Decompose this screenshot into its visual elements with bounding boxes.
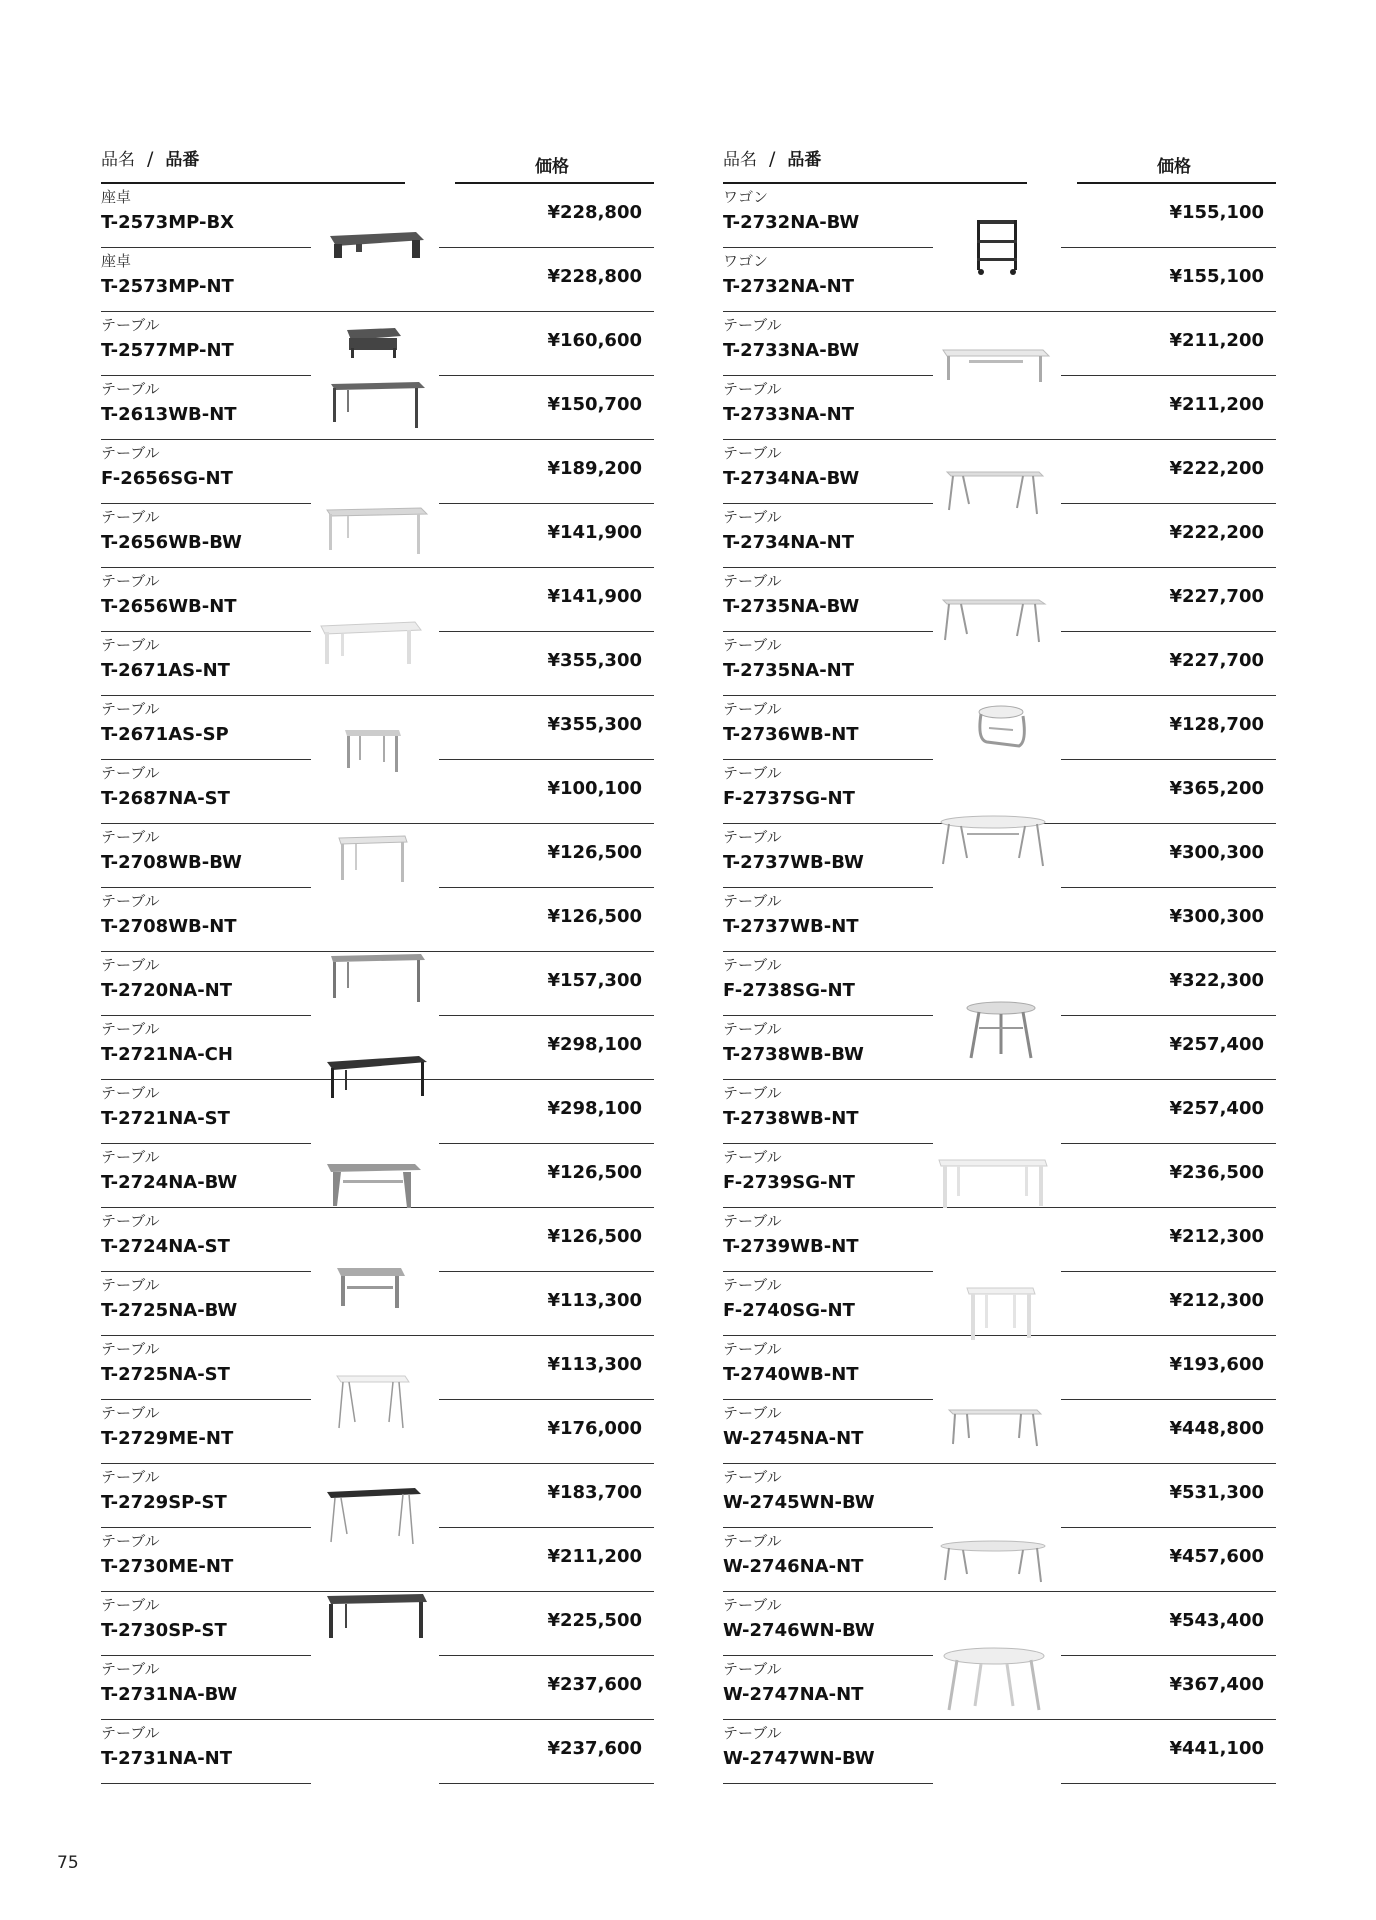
product-category: テーブル [101,1596,160,1614]
product-code: T-2573MP-NT [101,276,234,297]
product-price: ¥365,200 [1169,778,1264,799]
product-price: ¥227,700 [1169,586,1264,607]
product-code: T-2656WB-BW [101,532,242,553]
product-price: ¥211,200 [1169,394,1264,415]
product-image-table-t2656 [323,504,429,556]
product-price: ¥155,100 [1169,266,1264,287]
product-price: ¥257,400 [1169,1034,1264,1055]
product-code: T-2738WB-BW [723,1044,864,1065]
table-row [723,1080,1276,1144]
product-code: T-2732NA-NT [723,276,855,297]
product-image-wagon-t2732 [973,218,1023,276]
product-code: T-2734NA-NT [723,532,855,553]
product-image-table-t2577 [343,324,403,364]
table-row [723,1720,1276,1784]
row-rule [1061,1783,1276,1784]
header-name-label: 品名 [723,150,757,170]
price-table-left [101,146,654,1784]
product-code: F-2737SG-NT [723,788,855,809]
product-category: テーブル [101,764,160,782]
product-category: テーブル [101,1404,160,1422]
product-price: ¥212,300 [1169,1290,1264,1311]
product-price: ¥237,600 [547,1738,642,1759]
header-code-label: 品番 [787,150,822,170]
product-category: テーブル [101,1084,160,1102]
product-code: T-2724NA-BW [101,1172,238,1193]
product-category: テーブル [101,444,160,462]
product-code: T-2656WB-NT [101,596,237,617]
product-image-table-t2729 [333,1372,413,1432]
product-code: T-2737WB-NT [723,916,859,937]
product-code: F-2740SG-NT [723,1300,855,1321]
product-category: テーブル [101,1660,160,1678]
product-code: T-2725NA-ST [101,1364,230,1385]
row-rule [439,1783,654,1784]
product-category: テーブル [723,1468,782,1486]
product-price: ¥113,300 [547,1290,642,1311]
price-table-right [723,146,1276,1784]
product-code: T-2735NA-NT [723,660,855,681]
table-row [101,888,654,952]
product-category: テーブル [101,316,160,334]
product-price: ¥367,400 [1169,1674,1264,1695]
product-image-table-t2737 [937,812,1049,870]
product-price: ¥100,100 [547,778,642,799]
header-slash: / [769,148,776,170]
product-category: テーブル [723,1340,782,1358]
product-category: テーブル [723,380,782,398]
product-category: テーブル [723,508,782,526]
row-rule [723,1783,933,1784]
product-price: ¥228,800 [547,202,642,223]
product-category: テーブル [723,956,782,974]
product-code: T-2721NA-CH [101,1044,233,1065]
product-price: ¥225,500 [547,1610,642,1631]
header-name-label: 品名 [101,150,135,170]
product-category: テーブル [723,1724,782,1742]
product-category: テーブル [101,1276,160,1294]
product-category: テーブル [723,572,782,590]
product-category: テーブル [101,508,160,526]
product-category: テーブル [723,1148,782,1166]
product-category: テーブル [723,1404,782,1422]
table-header [723,146,1276,184]
product-price: ¥113,300 [547,1354,642,1375]
product-code: T-2708WB-NT [101,916,237,937]
product-price: ¥222,200 [1169,522,1264,543]
product-price: ¥355,300 [547,714,642,735]
product-category: テーブル [723,700,782,718]
product-price: ¥457,600 [1169,1546,1264,1567]
product-code: W-2746NA-NT [723,1556,864,1577]
product-code: T-2733NA-NT [723,404,855,425]
product-category: テーブル [723,1532,782,1550]
product-code: T-2729SP-ST [101,1492,227,1513]
product-code: T-2733NA-BW [723,340,860,361]
product-price: ¥355,300 [547,650,642,671]
product-image-table-t2734 [943,468,1047,518]
product-category: テーブル [101,1724,160,1742]
product-price: ¥150,700 [547,394,642,415]
header-name-code [101,146,311,173]
product-code: T-2737WB-BW [723,852,864,873]
product-code: W-2747WN-BW [723,1748,875,1769]
table-row [101,1656,654,1720]
product-category: テーブル [101,1020,160,1038]
product-price: ¥155,100 [1169,202,1264,223]
page-number: 75 [57,1853,79,1873]
product-category: テーブル [723,636,782,654]
product-image-zataku-t2573 [326,228,426,278]
table-row [723,1336,1276,1400]
product-category: テーブル [723,1084,782,1102]
product-code: T-2671AS-NT [101,660,230,681]
product-image-table-t2730 [323,1484,423,1548]
product-category: テーブル [101,636,160,654]
product-category: 座卓 [101,188,132,206]
product-code: T-2734NA-BW [723,468,860,489]
product-code: T-2732NA-BW [723,212,860,233]
product-category: テーブル [723,764,782,782]
product-price: ¥176,000 [547,1418,642,1439]
header-slash: / [147,148,154,170]
product-category: テーブル [723,1212,782,1230]
product-image-table-w2745 [945,1406,1045,1450]
product-code: T-2725NA-BW [101,1300,238,1321]
product-price: ¥157,300 [547,970,642,991]
product-price: ¥298,100 [547,1098,642,1119]
product-code: T-2730ME-NT [101,1556,234,1577]
product-code: T-2671AS-SP [101,724,229,745]
product-price: ¥236,500 [1169,1162,1264,1183]
table-row [101,440,654,504]
product-image-table-t2735 [939,596,1049,646]
product-image-table-t2720 [327,950,427,1006]
product-image-table-t2721 [323,1052,429,1104]
product-category: テーブル [723,1596,782,1614]
product-code: F-2739SG-NT [723,1172,855,1193]
product-code: T-2730SP-ST [101,1620,227,1641]
header-price-label: 価格 [1157,157,1191,177]
product-price: ¥160,600 [547,330,642,351]
product-code: T-2740WB-NT [723,1364,859,1385]
product-category: テーブル [101,1340,160,1358]
product-image-table-w2747 [941,1646,1047,1716]
product-category: テーブル [101,892,160,910]
header-price-label: 価格 [535,157,569,177]
product-code: T-2573MP-BX [101,212,235,233]
product-category: テーブル [101,1148,160,1166]
product-price: ¥183,700 [547,1482,642,1503]
table-header [101,146,654,184]
product-category: テーブル [723,316,782,334]
product-price: ¥448,800 [1169,1418,1264,1439]
table-row [101,1208,654,1272]
product-image-table-t2739 [935,1156,1051,1212]
product-code: W-2747NA-NT [723,1684,864,1705]
product-image-table-t2740 [963,1284,1039,1344]
product-code: T-2735NA-BW [723,596,860,617]
product-price: ¥222,200 [1169,458,1264,479]
product-code: T-2721NA-ST [101,1108,230,1129]
product-image-table-t2731 [323,1590,429,1642]
product-code: T-2731NA-NT [101,1748,233,1769]
product-category: 座卓 [101,252,132,270]
product-image-table-w2746 [937,1538,1049,1586]
product-image-table-t2733 [939,346,1051,386]
product-price: ¥300,300 [1169,906,1264,927]
product-price: ¥211,200 [547,1546,642,1567]
product-category: テーブル [723,1660,782,1678]
product-code: T-2720NA-NT [101,980,233,1001]
product-price: ¥128,700 [1169,714,1264,735]
product-code: T-2613WB-NT [101,404,237,425]
product-price: ¥212,300 [1169,1226,1264,1247]
product-code: T-2738WB-NT [723,1108,859,1129]
product-code: T-2687NA-ST [101,788,230,809]
table-row [723,1208,1276,1272]
product-image-table-t2613 [327,378,427,434]
table-row [723,888,1276,952]
product-code: W-2745NA-NT [723,1428,864,1449]
product-price: ¥300,300 [1169,842,1264,863]
product-price: ¥543,400 [1169,1610,1264,1631]
product-image-table-t2671 [317,618,423,670]
product-price: ¥237,600 [547,1674,642,1695]
product-price: ¥257,400 [1169,1098,1264,1119]
product-price: ¥211,200 [1169,330,1264,351]
product-price: ¥141,900 [547,586,642,607]
product-category: テーブル [101,700,160,718]
product-category: テーブル [723,892,782,910]
product-price: ¥126,500 [547,842,642,863]
product-price: ¥441,100 [1169,1738,1264,1759]
product-category: テーブル [101,1468,160,1486]
product-category: ワゴン [723,188,769,206]
product-image-table-t2687 [341,726,405,776]
product-code: T-2731NA-BW [101,1684,238,1705]
product-code: W-2746WN-BW [723,1620,875,1641]
product-category: テーブル [101,956,160,974]
product-code: T-2729ME-NT [101,1428,234,1449]
product-image-table-t2708 [335,832,411,888]
product-category: テーブル [101,1212,160,1230]
product-price: ¥228,800 [547,266,642,287]
header-name-code [723,146,933,173]
product-image-table-t2724 [323,1158,423,1214]
product-category: テーブル [723,1020,782,1038]
product-category: ワゴン [723,252,769,270]
product-code: T-2708WB-BW [101,852,242,873]
product-code: T-2739WB-NT [723,1236,859,1257]
product-price: ¥322,300 [1169,970,1264,991]
product-code: T-2724NA-ST [101,1236,230,1257]
product-price: ¥193,600 [1169,1354,1264,1375]
product-image-table-t2736 [969,702,1033,750]
product-code: T-2577MP-NT [101,340,234,361]
product-category: テーブル [101,828,160,846]
product-category: テーブル [723,828,782,846]
product-price: ¥189,200 [547,458,642,479]
product-code: F-2656SG-NT [101,468,233,489]
product-category: テーブル [101,572,160,590]
product-price: ¥126,500 [547,1226,642,1247]
product-image-table-t2725 [333,1264,409,1314]
product-code: T-2736WB-NT [723,724,859,745]
product-category: テーブル [723,1276,782,1294]
product-price: ¥141,900 [547,522,642,543]
table-row [101,1720,654,1784]
table-row [723,1464,1276,1528]
header-code-label: 品番 [165,150,200,170]
product-price: ¥531,300 [1169,1482,1264,1503]
product-category: テーブル [101,380,160,398]
product-category: テーブル [723,444,782,462]
product-code: W-2745WN-BW [723,1492,875,1513]
product-price: ¥298,100 [547,1034,642,1055]
product-price: ¥126,500 [547,1162,642,1183]
row-rule [101,1783,311,1784]
product-price: ¥126,500 [547,906,642,927]
product-code: F-2738SG-NT [723,980,855,1001]
product-category: テーブル [101,1532,160,1550]
product-image-table-t2738 [963,1000,1039,1062]
product-price: ¥227,700 [1169,650,1264,671]
